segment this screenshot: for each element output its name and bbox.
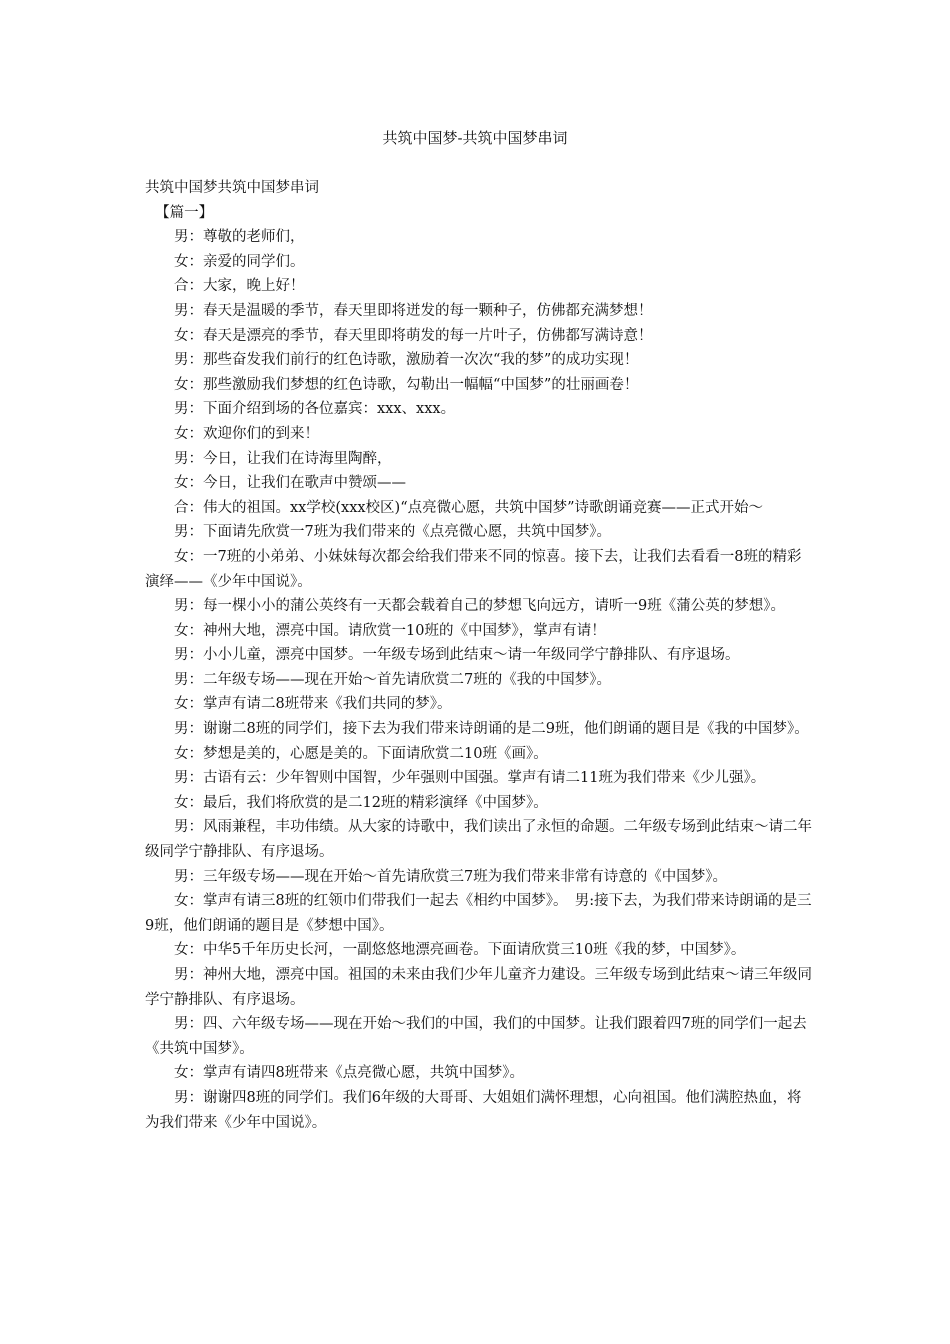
paragraph: 女：今日，让我们在歌声中赞颂——: [174, 475, 406, 492]
paragraph: 男：古语有云：少年智则中国智，少年强则中国强。掌声有请二11班为我们带来《少儿强》。: [174, 770, 766, 787]
paragraph: 男：小小儿童，漂亮中国梦。一年级专场到此结束～请一年级同学宁静排队、有序退场。: [174, 647, 740, 664]
document-title: 共筑中国梦-共筑中国梦串词: [382, 129, 568, 147]
paragraph: 男：春天是温暖的季节，春天里即将迸发的每一颗种子，仿佛都充满梦想！: [174, 302, 653, 319]
section-heading: 【篇一】: [155, 204, 214, 221]
paragraph: 女：掌声有请二8班带来《我们共同的梦》。: [174, 696, 452, 713]
paragraph: 女：神州大地，漂亮中国。请欣赏一10班的《中国梦》，掌声有请！: [174, 622, 606, 639]
paragraph: 男：三年级专场——现在开始～首先请欣赏三7班为我们带来非常有诗意的《中国梦》。: [174, 868, 727, 885]
paragraph: 女：掌声有请三8班的红领巾们带我们一起去《相约中国梦》。 男:接下去，为我们带来诗朗诵的是三9班，他们朗诵的题目是《梦想中国》。: [145, 893, 812, 934]
paragraph: 男：神州大地，漂亮中国。祖国的未来由我们少年儿童齐力建设。三年级专场到此结束～请三年级同学宁静排队、有序退场。: [145, 967, 812, 1008]
paragraph: 女：一7班的小弟弟、小妹妹每次都会给我们带来不同的惊喜。接下去，让我们去看看一8班的精彩演绎——《少年中国说》。: [145, 548, 802, 590]
paragraph: 女：中华5千年历史长河，一副悠悠地漂亮画卷。下面请欣赏三10班《我的梦，中国梦》。: [174, 942, 746, 959]
paragraph: 合：伟大的祖国。xx学校(xxx校区)“点亮微心愿，共筑中国梦”诗歌朗诵竞赛——正式开始～: [174, 499, 764, 516]
paragraph: 男：二年级专场——现在开始～首先请欣赏二7班的《我的中国梦》。: [174, 671, 611, 688]
paragraph: 女：欢迎你们的到来！: [174, 425, 319, 442]
paragraph: 女：亲爱的同学们。: [174, 253, 305, 270]
paragraph: 男：下面请先欣赏一7班为我们带来的《点亮微心愿，共筑中国梦》。: [174, 524, 611, 541]
paragraph: 女：那些激励我们梦想的红色诗歌，勾勒出一幅幅“中国梦”的壮丽画卷！: [174, 376, 639, 393]
paragraph: 男：四、六年级专场——现在开始～我们的中国，我们的中国梦。让我们跟着四7班的同学们一起去《共筑中国梦》。: [145, 1016, 807, 1057]
paragraph: 男：谢谢四8班的同学们。我们6年级的大哥哥、大姐姐们满怀理想，心向祖国。他们满腔热血，将为我们带来《少年中国说》。: [145, 1089, 802, 1131]
paragraph: 男：那些奋发我们前行的红色诗歌，激励着一次次“我的梦”的成功实现！: [174, 352, 639, 369]
paragraph: 男：风雨兼程，丰功伟绩。从大家的诗歌中，我们读出了永恒的命题。二年级专场到此结束～请二年级同学宁静排队、有序退场。: [145, 819, 812, 861]
paragraph: 男：谢谢二8班的同学们，接下去为我们带来诗朗诵的是二9班，他们朗诵的题目是《我的中国梦》。: [174, 721, 809, 738]
paragraph: 男：每一棵小小的蒲公英终有一天都会载着自己的梦想飞向远方，请听一9班《蒲公英的梦想》。: [174, 598, 785, 615]
paragraph: 女：梦想是美的，心愿是美的。下面请欣赏二10班《画》。: [174, 745, 548, 762]
document-body: [145, 176, 815, 1135]
paragraph: 女：掌声有请四8班带来《点亮微心愿，共筑中国梦》。: [174, 1065, 524, 1082]
paragraph: 女：春天是漂亮的季节，春天里即将萌发的每一片叶子，仿佛都写满诗意！: [174, 327, 653, 344]
paragraph: 男：今日，让我们在诗海里陶醉，: [174, 450, 392, 467]
paragraph: 女：最后，我们将欣赏的是二12班的精彩演绎《中国梦》。: [174, 794, 548, 811]
paragraph: 合：大家，晚上好！: [174, 278, 305, 295]
paragraph: 男：尊敬的老师们，: [174, 229, 305, 246]
paragraph: 男：下面介绍到场的各位嘉宾：xxx、xxx。: [174, 401, 456, 418]
document-subtitle: 共筑中国梦共筑中国梦串词: [145, 180, 319, 196]
